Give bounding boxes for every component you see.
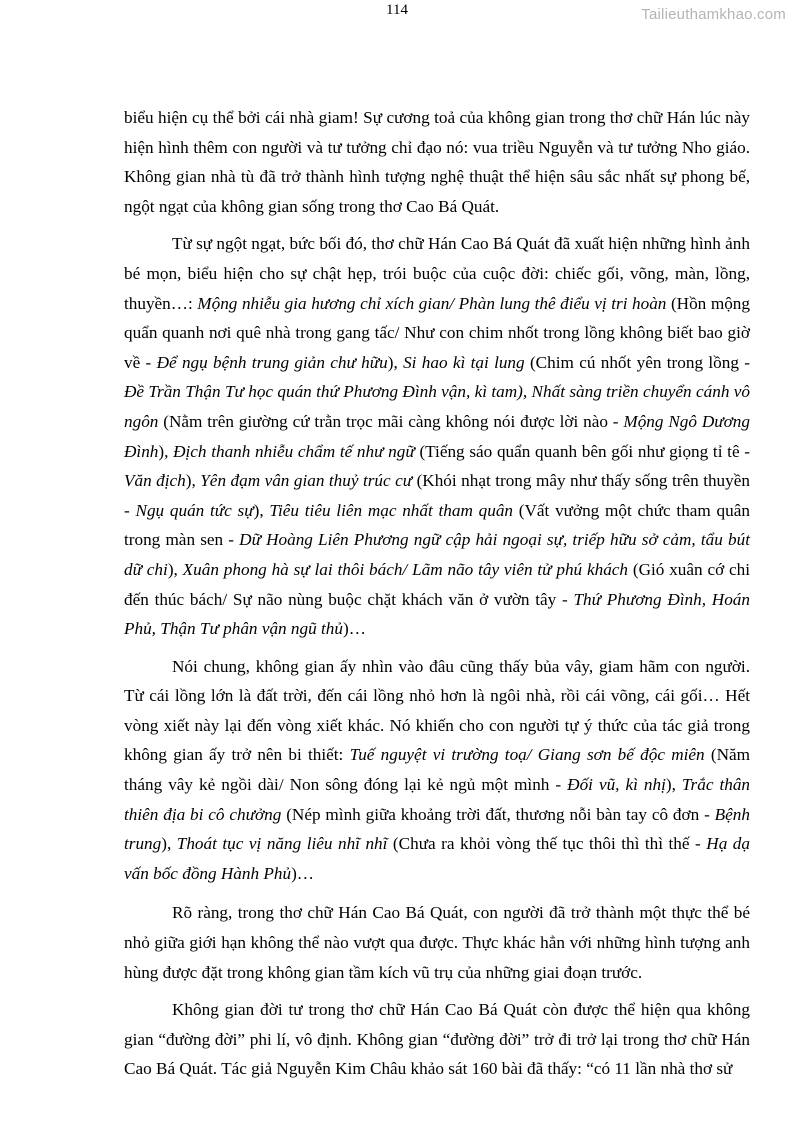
- text-run: (Hồn mộng quẩn quanh nơi quê nhà trong gang tấc/ Như con chim nhốt trong lồng không biết bao giờ về -: [124, 293, 750, 372]
- quote-run: Trắc thân thiên địa bi cô chưởng: [124, 775, 751, 824]
- text-run: Không gian đời tư trong thơ chữ Hán Cao Bá Quát còn được thể hiện qua không gian “đường đời” phi lí, vô định. Không gian “đường đời” trở đi trở lại trong thơ chữ Hán Cao Bá Quát. Tác giả Nguyễn Kim Châu khảo sát 160 bài đã thấy: “có 11 lần nhà thơ sử: [124, 1000, 750, 1079]
- text-run: ),: [665, 775, 682, 795]
- page-number: 114: [386, 2, 408, 18]
- quote-run: Tiêu tiêu liên mạc nhất tham quân: [269, 500, 514, 520]
- text-run: Từ sự ngột ngạt, bức bối đó, thơ chữ Hán Cao Bá Quát đã xuất hiện những hình ảnh bé mọn, biểu hiện cho sự chật hẹp, trói buộc của cuộc đời: chiếc gối, võng, màn, lồng, thuyền…:: [124, 234, 750, 313]
- quote-run: Địch thanh nhiễu chẩm tế như ngữ: [173, 441, 415, 461]
- paragraph-1: [124, 103, 750, 221]
- paragraph-5: [124, 995, 750, 1084]
- quote-run: Tuế nguyệt vi trường toạ/ Giang sơn bế độc miên: [349, 745, 705, 765]
- text-run: )…: [291, 863, 314, 883]
- text-run: (Gió xuân cớ chi đến thúc bách/ Sự não nùng buộc chặt khách văn ở vườn tây -: [124, 559, 750, 609]
- quote-run: Xuân phong hà sự lai thôi bách/ Lãm não tây viên tử phú khách: [182, 559, 629, 579]
- quote-run: Để ngụ bệnh trung giản chư hữu: [156, 352, 388, 372]
- text-run: ),: [167, 559, 183, 579]
- watermark: Tailieuthamkhao.com: [641, 6, 786, 23]
- text-run: biểu hiện cụ thể bởi cái nhà giam! Sự cương toả của không gian trong thơ chữ Hán lúc này hiện hình thêm con người và tư tưởng chỉ đạo nó: vua triều Nguyễn và tư tưởng Nho giáo. Không gian nhà tù đã trở thành hình tượng nghệ thuật thể hiện sâu sắc nhất sự phong bế, ngột ngạt của không gian sống trong thơ Cao Bá Quát.: [124, 108, 750, 216]
- text-run: (Vất vưởng một chức tham quân trong màn sen -: [124, 500, 750, 550]
- quote-run: Đề Trần Thận Tư học quán thứ Phương Đình vận, kì tam), Nhất sàng triền chuyển cánh vô ngôn: [124, 382, 750, 431]
- quote-run: Bệnh trung: [124, 804, 750, 854]
- text-run: (Chưa ra khỏi vòng thế tục thôi thì thì thế -: [387, 834, 707, 854]
- paragraph-4: [124, 898, 750, 987]
- quote-run: Hạ dạ vấn bốc đồng Hành Phủ: [124, 834, 750, 883]
- quote-run: Ngụ quán tức sự: [135, 500, 254, 520]
- text-run: ),: [387, 352, 404, 372]
- text-run: ),: [185, 471, 201, 491]
- text-run: (Năm tháng vây kẻ ngồi dài/ Non sông đóng lại kẻ ngủ một mình -: [124, 745, 751, 795]
- quote-run: Si hao kì tại lung: [403, 352, 525, 372]
- paragraph-3: [124, 652, 750, 889]
- text-run: (Tiếng sáo quẩn quanh bên gối như giọng tỉ tê -: [414, 441, 750, 461]
- text-run: ),: [161, 834, 177, 854]
- text-run: (Chim cú nhốt yên trong lồng -: [524, 352, 750, 372]
- page-body: [124, 103, 750, 1092]
- text-run: (Nằm trên giường cứ trằn trọc mãi càng không nói được lời nào -: [158, 411, 624, 431]
- text-run: Nói chung, không gian ấy nhìn vào đâu cũng thấy bủa vây, giam hãm con người. Từ cái lồng lớn là đất trời, đến cái lồng nhỏ hơn là ngôi nhà, rồi cái võng, cái gối… Hết vòng xiết này lại đến vòng xiết khác. Nó khiến cho con người tự ý thức của tác giả trong không gian ấy trở nên bi thiết:: [124, 656, 750, 765]
- text-run: ),: [158, 441, 174, 461]
- quote-run: Dữ Hoàng Liên Phương ngữ cập hải ngoại sự, triếp hữu sở cảm, tẩu bút dữ chi: [124, 530, 750, 579]
- quote-run: Yên đạm vân gian thuỷ trúc cư: [200, 471, 413, 491]
- quote-run: Thoát tục vị năng liêu nhĩ nhĩ: [176, 834, 388, 854]
- quote-run: Đối vũ, kì nhị: [567, 775, 666, 795]
- paragraph-2: [124, 229, 750, 643]
- quote-run: Mộng Ngô Dương Đình: [124, 411, 750, 461]
- text-run: Rõ ràng, trong thơ chữ Hán Cao Bá Quát, con người đã trở thành một thực thể bé nhỏ giữa giới hạn không thể nào vượt qua được. Thực khác hẳn với những hình tượng anh hùng được đặt trong không gian tầm kích vũ trụ của những giai đoạn trước.: [124, 903, 750, 982]
- text-run: (Khói nhạt trong mây như thấy sống trên thuyền -: [124, 471, 750, 520]
- quote-run: Thứ Phương Đình, Hoán Phủ, Thận Tư phân vận ngũ thủ: [124, 589, 750, 639]
- text-run: (Nép mình giữa khoảng trời đất, thương nỗi bàn tay cô đơn -: [281, 804, 715, 824]
- text-run: ),: [253, 500, 270, 520]
- text-run: )…: [342, 619, 366, 639]
- quote-run: Văn địch: [124, 471, 186, 491]
- quote-run: Mộng nhiễu gia hương chỉ xích gian/ Phàn lung thê điểu vị tri hoàn: [197, 293, 667, 313]
